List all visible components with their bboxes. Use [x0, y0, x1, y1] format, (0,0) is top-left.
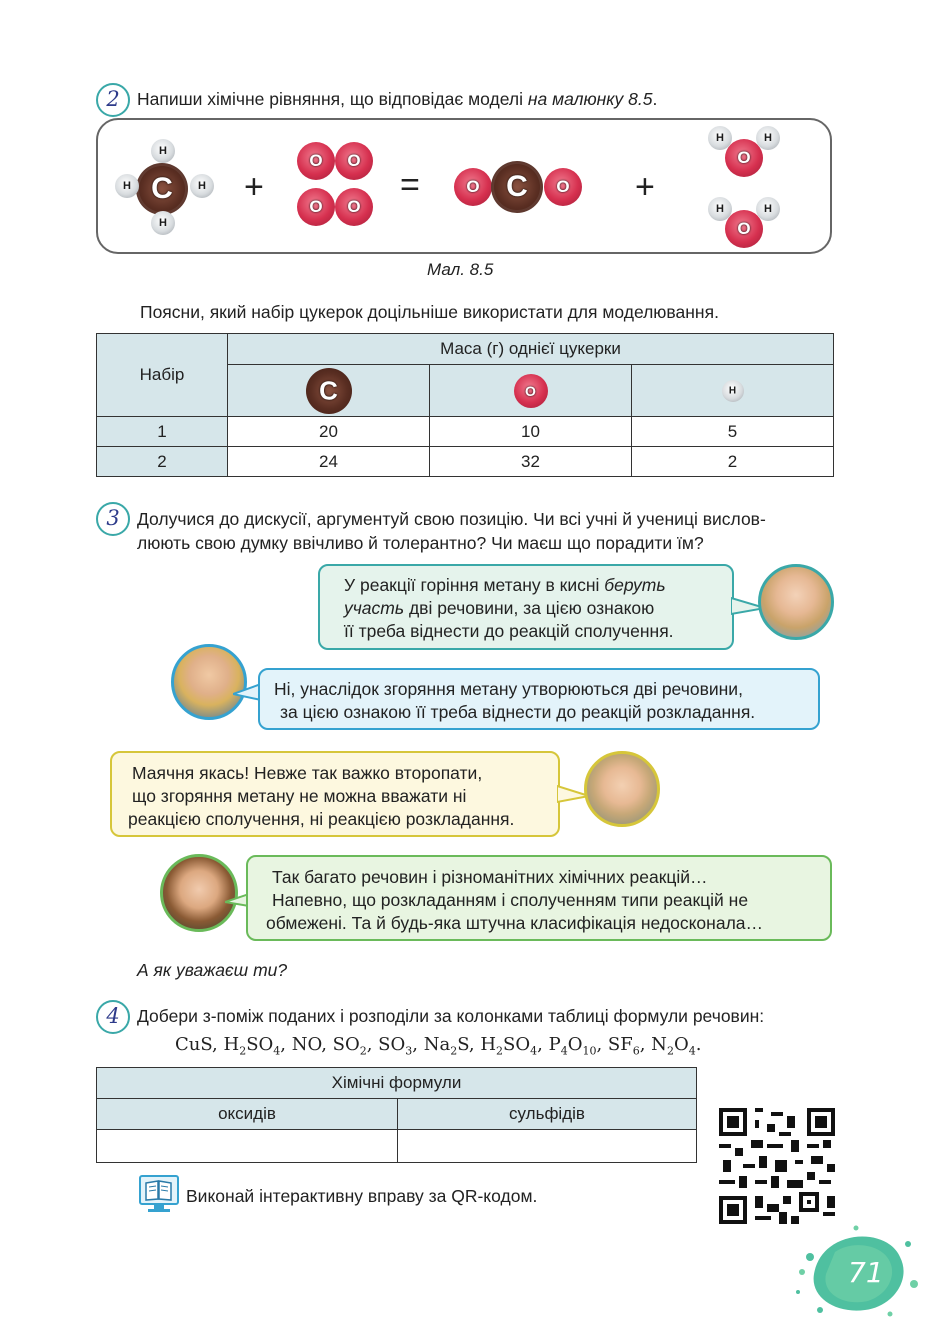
task2-question: Поясни, який набір цукерок доцільніше використати для моделювання.	[140, 302, 719, 322]
oxygen-candy: O	[725, 139, 763, 177]
mass-cell: 2	[632, 447, 834, 477]
boy-smiling-speech-bubble: Так багато речовин і різноманітних хімічних реакцій… Напевно, що розкладанням і сполученням типи реакцій не обмежені. Та й будь-яка штучна класифікація недосконала…	[246, 855, 832, 941]
oxygen-candy-column	[430, 365, 632, 417]
task2-text: Напиши хімічне рівняння, що відповідає моделі на малюнку 8.5.	[137, 89, 658, 109]
carbon-candy: C	[491, 161, 543, 213]
task-number-badge: 2	[96, 83, 130, 117]
oxygen-candy: O	[725, 210, 763, 248]
hydrogen-candy: H	[756, 126, 780, 150]
hydrogen-candy-icon: H	[722, 380, 744, 402]
boy-blond-speech-bubble: Маячня якась! Невже так важко второпати, що згоряння метану не можна вважати ні реакцією сполучення, ні реакцією розкладання.	[110, 751, 560, 837]
task-number-badge: 3	[96, 502, 130, 536]
boy-sunglasses-speech-bubble: Ні, унаслідок згоряння метану утворюються дві речовини, за цією ознакою її треба віднести до реакцій розкладання.	[258, 668, 820, 730]
hydrogen-candy: H	[190, 174, 214, 198]
girl-avatar	[758, 564, 834, 640]
hydrogen-candy: H	[756, 197, 780, 221]
carbon-candy: C	[136, 163, 188, 215]
formulas-header: Хімічні формули	[97, 1068, 697, 1099]
mass-cell: 32	[430, 447, 632, 477]
task3-text: Долучися до дискусії, аргументуй свою позицію. Чи всі учні й учениці вислов- люють свою думку ввічливо й толерантно? Чи маєш що порадити їм?	[137, 509, 766, 553]
oxygen-candy: O	[297, 142, 335, 180]
mass-header: Маса (г) однієї цукерки	[228, 334, 834, 365]
sulfides-column-header: сульфідів	[398, 1099, 697, 1130]
task4-text: Добери з-поміж поданих і розподіли за колонками таблиці формули речовин:	[137, 1006, 765, 1026]
carbon-candy-column	[228, 365, 430, 417]
oxides-column-header: оксидів	[97, 1099, 398, 1130]
candy-mass-table	[96, 333, 834, 477]
oxygen-candy: O	[335, 142, 373, 180]
set-cell: 2	[97, 447, 228, 477]
plus-sign: +	[244, 168, 264, 206]
hydrogen-candy: H	[151, 139, 175, 163]
oxygen-candy: O	[297, 188, 335, 226]
interactive-book-icon	[138, 1174, 180, 1214]
equals-sign: =	[400, 166, 420, 204]
formulas-table	[96, 1067, 697, 1163]
carbon-candy-icon: C	[306, 368, 352, 414]
mass-cell: 20	[228, 417, 430, 447]
hydrogen-candy: H	[708, 126, 732, 150]
hydrogen-candy: H	[151, 211, 175, 235]
interactive-exercise-text: Виконай інтерактивну вправу за QR-кодом.	[186, 1186, 538, 1206]
hydrogen-candy: H	[708, 197, 732, 221]
hydrogen-candy-column	[632, 365, 834, 417]
task-number-badge: 4	[96, 1000, 130, 1034]
mass-cell: 10	[430, 417, 632, 447]
oxygen-candy: O	[544, 168, 582, 206]
set-header: Набір	[97, 334, 228, 417]
qr-code[interactable]	[719, 1108, 835, 1224]
plus-sign: +	[635, 168, 655, 206]
mass-cell: 24	[228, 447, 430, 477]
page-number: 71	[848, 1256, 884, 1289]
hydrogen-candy: H	[115, 174, 139, 198]
oxygen-candy: O	[454, 168, 492, 206]
oxides-answer-cell[interactable]	[97, 1130, 398, 1163]
figure-caption: Мал. 8.5	[427, 260, 494, 279]
mass-cell: 5	[632, 417, 834, 447]
formula-list: CuS, $H_2SO_4$, NO, $SO_2$, $SO_3$, $Na_2S$, $H_2SO_4$, $P_4O_{10}$, $SF_6$, $N_2O_4$.	[175, 1034, 702, 1058]
girl-speech-bubble: У реакції горіння метану в кисні беруть участь дві речовини, за цією ознакою її треба віднести до реакцій сполучення.	[318, 564, 734, 650]
boy-blond-avatar	[584, 751, 660, 827]
oxygen-candy: O	[335, 188, 373, 226]
closing-question: А як уважаєш ти?	[137, 960, 288, 980]
set-cell: 1	[97, 417, 228, 447]
sulfides-answer-cell[interactable]	[398, 1130, 697, 1163]
oxygen-candy-icon: O	[514, 374, 548, 408]
